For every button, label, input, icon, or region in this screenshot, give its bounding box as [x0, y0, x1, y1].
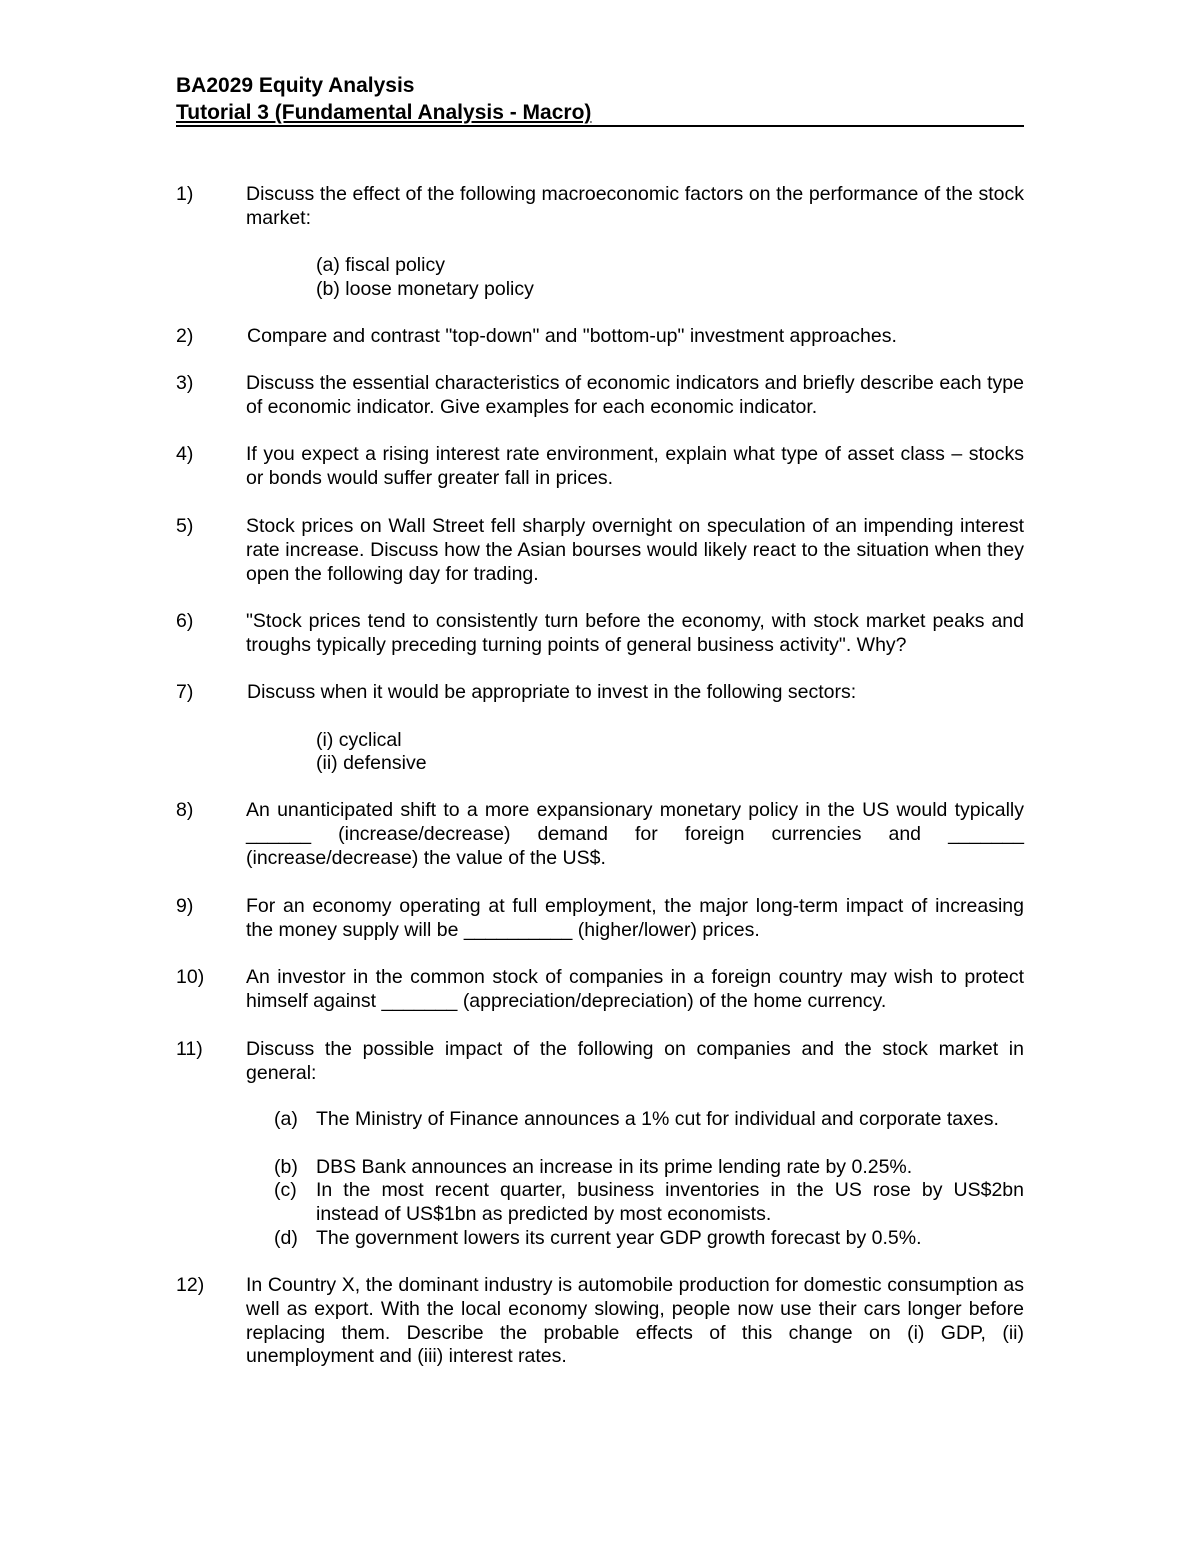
question-text: Discuss the effect of the following macroeconomic factors on the performance of the stock market:: [246, 183, 1024, 229]
sub-item: [246, 1227, 1024, 1251]
question-text: Discuss when it would be appropriate to invest in the following sectors:: [247, 681, 857, 703]
question-number: 6): [176, 610, 194, 632]
sub-item-label: (a): [316, 254, 340, 276]
question-number: 9): [176, 895, 194, 917]
tutorial-title: Tutorial 3 (Fundamental Analysis - Macro): [176, 101, 592, 124]
question-number: 3): [176, 372, 194, 394]
question-number: 5): [176, 515, 194, 537]
sub-item: [246, 1156, 1024, 1180]
question-4: [176, 443, 1024, 491]
sub-item: [316, 278, 534, 302]
course-title: BA2029 Equity Analysis: [176, 74, 415, 97]
question-text: Discuss the essential characteristics of economic indicators and briefly describe each type of economic indicator. Give examples for each economic indicator.: [246, 372, 1024, 418]
question-9: [176, 895, 1024, 943]
sub-item-text: fiscal policy: [345, 254, 445, 276]
question-text: For an economy operating at full employment, the major long-term impact of increasing the money supply will be __________ (higher/lower) prices.: [246, 895, 1024, 941]
question-5: [176, 515, 1024, 586]
question-10: [176, 966, 1024, 1014]
question-number: 12): [176, 1274, 205, 1296]
sub-item-text: DBS Bank announces an increase in its prime lending rate by 0.25%.: [316, 1156, 913, 1178]
question-number: 8): [176, 799, 194, 821]
sub-item-text: In the most recent quarter, business inventories in the US rose by US$2bn instead of US$1bn as predicted by most economists.: [316, 1179, 1024, 1225]
question-2: [176, 325, 1024, 349]
sub-item: [316, 752, 427, 776]
sub-item: [316, 254, 445, 278]
question-text: An investor in the common stock of companies in a foreign country may wish to protect himself against _______ (appreciation/depreciation) of the home currency.: [246, 966, 1024, 1012]
question-8: [176, 799, 1024, 870]
sub-item-label: (ii): [316, 752, 338, 774]
sub-item-text: The government lowers its current year GDP growth forecast by 0.5%.: [316, 1227, 922, 1249]
sub-item-text: cyclical: [338, 729, 402, 751]
sub-item-label: (c): [274, 1179, 297, 1201]
sub-item-label: (b): [274, 1156, 298, 1178]
question-number: 11): [176, 1038, 203, 1060]
question-text: If you expect a rising interest rate environment, explain what type of asset class – stocks or bonds would suffer greater fall in prices.: [246, 443, 1024, 489]
question-text: An unanticipated shift to a more expansionary monetary policy in the US would typically ______ (increase/decrease) demand for foreign currencies and _______ (increase/decrease) the value of the US$.: [246, 799, 1024, 869]
sub-item-label: (b): [316, 278, 340, 300]
question-number: 2): [176, 325, 194, 347]
question-6: [176, 610, 1024, 658]
sub-item-text: defensive: [343, 752, 427, 774]
sub-item: [316, 729, 402, 753]
question-text: Stock prices on Wall Street fell sharply overnight on speculation of an impending interest rate increase. Discuss how the Asian bourses would likely react to the situation when they open the following day for trading.: [246, 515, 1024, 585]
question-number: 7): [176, 681, 194, 703]
sub-item-text: The Ministry of Finance announces a 1% cut for individual and corporate taxes.: [316, 1108, 999, 1130]
question-text: Compare and contrast "top-down" and "bottom-up" investment approaches.: [247, 325, 897, 347]
sub-item: [246, 1108, 1024, 1132]
question-number: 10): [176, 966, 205, 988]
question-12: [176, 1274, 1024, 1369]
question-1: [176, 183, 1024, 231]
document-header: [176, 72, 1024, 126]
question-7: [176, 681, 1024, 705]
question-3: [176, 372, 1024, 420]
sub-item: [246, 1179, 1024, 1227]
question-text: In Country X, the dominant industry is automobile production for domestic consumption as well as export. With the local economy slowing, people now use their cars longer before replacing them. Describe the probable effects of this change on (i) GDP, (ii) unemployment and (iii) interest rates.: [246, 1274, 1024, 1368]
header-rule: [176, 125, 1024, 127]
question-text: "Stock prices tend to consistently turn before the economy, with stock market peaks and troughs typically preceding turning points of general business activity". Why?: [246, 610, 1024, 656]
question-number: 4): [176, 443, 194, 465]
sub-item-label: (i): [316, 729, 334, 751]
sub-item-text: loose monetary policy: [345, 278, 534, 300]
question-number: 1): [176, 183, 194, 205]
question-text: Discuss the possible impact of the following on companies and the stock market in general:: [246, 1038, 1024, 1084]
sub-item-label: (d): [274, 1227, 298, 1249]
sub-item-label: (a): [274, 1108, 298, 1130]
question-11: [176, 1038, 1024, 1086]
